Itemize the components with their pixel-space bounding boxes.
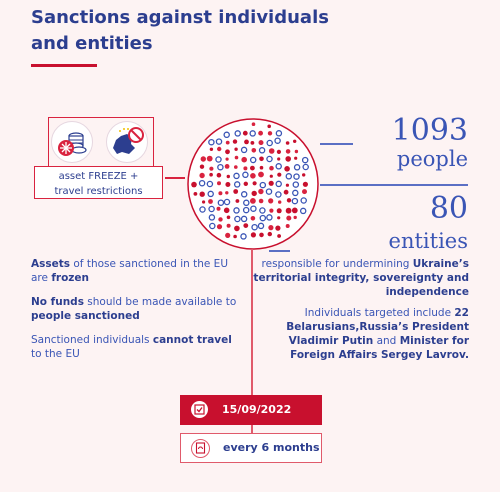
date-text: 15/09/2022 xyxy=(222,403,292,416)
dot xyxy=(208,199,213,204)
dot xyxy=(244,208,249,213)
dot xyxy=(234,208,239,213)
dot xyxy=(250,166,255,171)
dot xyxy=(207,156,213,162)
renewal-text: every 6 months xyxy=(223,441,320,454)
dot xyxy=(277,150,281,154)
dot xyxy=(292,208,298,214)
dot xyxy=(224,208,230,214)
dot xyxy=(201,156,206,161)
dot xyxy=(259,140,264,145)
people-rule xyxy=(320,143,353,145)
dot xyxy=(258,223,263,228)
dot xyxy=(225,164,230,169)
document-renew-icon xyxy=(191,439,210,458)
dot xyxy=(210,148,213,151)
dot xyxy=(294,216,297,219)
dot xyxy=(284,190,289,195)
dot xyxy=(251,206,256,211)
dot xyxy=(209,173,213,177)
dot xyxy=(233,235,237,239)
dot xyxy=(234,148,237,151)
no-funds-text: No funds should be made available to people sanctioned xyxy=(31,296,237,322)
dot xyxy=(286,184,289,187)
dot xyxy=(303,182,308,187)
restrictions-line-1: asset FREEZE + xyxy=(58,171,139,182)
dot xyxy=(277,216,280,219)
dot xyxy=(252,148,257,153)
dot xyxy=(267,140,272,145)
dot xyxy=(217,207,221,211)
dot xyxy=(217,147,221,151)
dot xyxy=(276,181,281,186)
dot xyxy=(251,157,256,162)
people-count: 1093 xyxy=(391,113,468,148)
dot xyxy=(253,181,257,185)
dot xyxy=(277,208,282,213)
sanctioned-dots-circle xyxy=(186,117,320,251)
dot xyxy=(218,165,223,170)
dot xyxy=(276,131,281,136)
dot xyxy=(267,215,272,220)
title-underline xyxy=(31,64,97,67)
dot xyxy=(294,174,299,179)
eu-map-prohibited-icon xyxy=(106,121,148,163)
dot xyxy=(266,189,271,194)
dot xyxy=(200,207,205,212)
dot xyxy=(241,234,246,239)
dot xyxy=(268,198,273,203)
dot xyxy=(286,174,291,179)
dot xyxy=(200,181,205,186)
dot xyxy=(259,199,264,204)
dot xyxy=(294,157,297,160)
restrictions-label xyxy=(34,166,163,199)
icon-panel xyxy=(48,117,154,167)
entities-label: entities xyxy=(388,229,468,253)
dot xyxy=(217,224,222,229)
renewal-banner xyxy=(180,433,322,463)
dot xyxy=(242,147,247,152)
dot xyxy=(227,175,230,178)
dot xyxy=(242,192,247,197)
dot xyxy=(260,148,265,153)
dot xyxy=(270,175,273,178)
dot xyxy=(216,139,221,144)
undermining-text: responsible for undermining Ukraine’s territorial integrity, sovereignty and independence xyxy=(253,258,469,298)
dot xyxy=(227,224,231,228)
dot xyxy=(235,216,240,221)
dot xyxy=(269,181,274,186)
dot xyxy=(225,182,230,187)
dot xyxy=(277,234,281,238)
dot xyxy=(260,183,265,188)
dot xyxy=(210,223,215,228)
dot xyxy=(200,192,205,197)
calendar-check-icon xyxy=(191,401,208,418)
dot xyxy=(277,157,280,160)
dot xyxy=(293,182,298,187)
dot xyxy=(233,189,238,194)
people-label: people xyxy=(396,147,468,171)
dot xyxy=(243,131,248,136)
dot xyxy=(225,191,228,194)
dot xyxy=(234,226,240,232)
dot xyxy=(269,209,273,213)
dot xyxy=(217,181,221,185)
dot xyxy=(277,173,281,177)
dot xyxy=(276,164,281,169)
dot xyxy=(260,166,264,170)
dot xyxy=(243,172,248,177)
dot xyxy=(286,208,292,214)
dot xyxy=(250,131,255,136)
dot xyxy=(269,148,275,154)
dot xyxy=(287,198,291,202)
dot xyxy=(251,216,256,221)
dot xyxy=(224,132,229,137)
dot xyxy=(233,139,237,143)
dot xyxy=(227,216,231,220)
coins-snowflake-icon xyxy=(51,121,93,163)
dot xyxy=(218,191,222,195)
dot xyxy=(218,200,223,205)
dot xyxy=(234,165,238,169)
dot xyxy=(244,140,249,145)
dot xyxy=(292,199,297,204)
dot xyxy=(226,141,230,145)
dot xyxy=(244,182,248,186)
dot xyxy=(241,157,247,163)
dot xyxy=(243,223,248,228)
dot xyxy=(250,173,256,179)
dot xyxy=(302,173,305,176)
dot xyxy=(302,189,307,194)
dot xyxy=(260,216,265,221)
dot xyxy=(209,140,214,145)
dot xyxy=(226,158,229,161)
entities-rule xyxy=(269,250,290,252)
dot xyxy=(208,191,213,196)
dot xyxy=(236,199,240,203)
dot xyxy=(268,232,272,236)
dot xyxy=(275,138,280,143)
dot xyxy=(218,217,222,221)
dot xyxy=(235,156,239,160)
dot xyxy=(303,164,308,169)
dot xyxy=(276,192,281,197)
dot xyxy=(200,165,204,169)
dot xyxy=(259,157,264,162)
dot xyxy=(284,166,290,172)
dot xyxy=(259,233,264,238)
dot xyxy=(225,233,230,238)
dot xyxy=(286,149,291,154)
dot xyxy=(251,232,256,237)
dot xyxy=(216,157,221,162)
assets-frozen-text: Assets of those sanctioned in the EU are frozen xyxy=(31,258,228,284)
dot xyxy=(301,208,306,213)
dot xyxy=(303,158,308,163)
dot xyxy=(301,198,306,203)
dot xyxy=(286,224,290,228)
dot xyxy=(202,200,205,203)
dot xyxy=(252,122,256,126)
entities-count: 80 xyxy=(429,191,468,226)
page-title: Sanctions against individuals and entities xyxy=(31,7,329,54)
dot xyxy=(286,141,290,145)
dot xyxy=(242,216,247,221)
dot xyxy=(268,131,272,135)
dot xyxy=(258,172,264,178)
dot xyxy=(295,150,298,153)
dot xyxy=(285,156,291,162)
travel-ban-text: Sanctioned individuals cannot travel to the EU xyxy=(31,334,232,360)
dot xyxy=(191,182,197,188)
dot xyxy=(209,215,214,220)
timeline-line-lower xyxy=(251,425,253,433)
dot xyxy=(268,225,273,230)
dot xyxy=(224,199,229,204)
dot xyxy=(252,225,257,230)
restrictions-line-2: travel restrictions xyxy=(54,186,143,197)
dot xyxy=(293,140,296,143)
dot xyxy=(243,166,247,170)
dot xyxy=(258,131,263,136)
dot xyxy=(267,125,271,129)
dot xyxy=(286,216,291,221)
dot xyxy=(225,149,230,154)
dot xyxy=(258,189,263,194)
dot xyxy=(235,182,240,187)
dot xyxy=(194,192,198,196)
dot xyxy=(269,166,274,171)
dot xyxy=(217,173,222,178)
connector-line xyxy=(165,177,185,179)
people-underline xyxy=(320,184,468,186)
dot xyxy=(250,198,256,204)
dot xyxy=(260,208,265,213)
dot xyxy=(251,141,255,145)
dot xyxy=(275,226,280,231)
dot xyxy=(252,191,257,196)
dot xyxy=(235,131,240,136)
dot xyxy=(295,165,300,170)
dot xyxy=(209,167,213,171)
dot xyxy=(278,200,281,203)
dot xyxy=(244,200,249,205)
date-banner xyxy=(180,395,322,425)
dot xyxy=(234,173,239,178)
dot xyxy=(267,156,272,161)
dot xyxy=(209,206,214,211)
targets-text: Individuals targeted include 22 Belarusians,Russia’s President Vladimir Putin and Minister for Foreign Affairs Sergey Lavrov. xyxy=(286,307,469,361)
dot xyxy=(207,181,212,186)
dot xyxy=(199,173,204,178)
dot xyxy=(293,190,298,195)
